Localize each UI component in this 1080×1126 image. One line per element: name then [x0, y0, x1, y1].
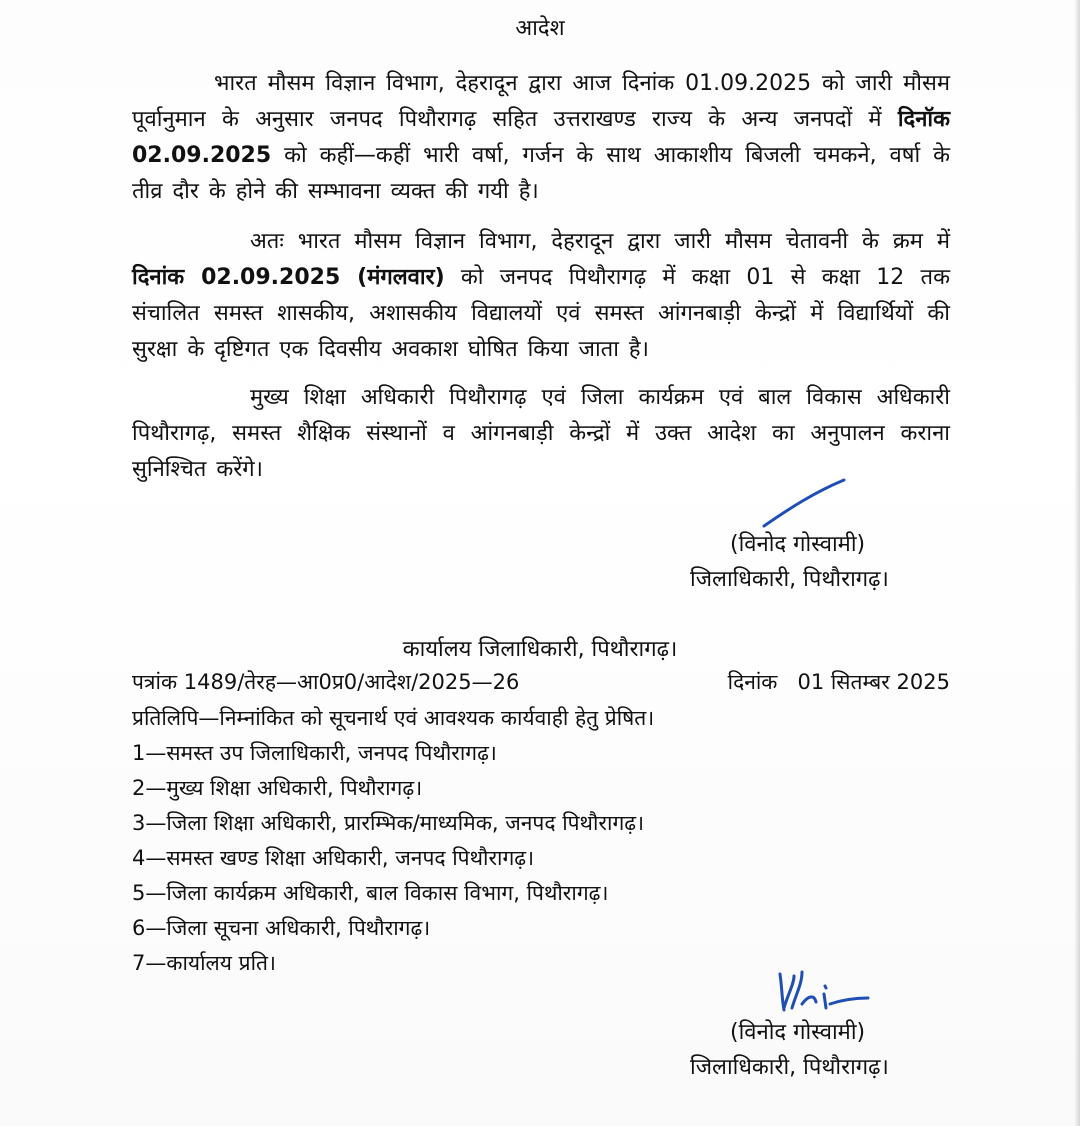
para2-text-start: अतः भारत मौसम विज्ञान विभाग, देहरादून द्वारा जारी मौसम चेतावनी के क्रम में	[250, 229, 950, 254]
order-title: आदेश	[515, 16, 565, 41]
letter-date	[728, 668, 950, 696]
para1-text-end: को कहीं—कहीं भारी वर्षा, गर्जन के साथ आकाशीय बिजली चमकने, वर्षा के तीव्र दौर के होने की सम्भावना व्यक्त की गयी है।	[132, 143, 950, 204]
para2-text-end: को जनपद पिथौरागढ़ में कक्षा 01 से कक्षा 12 तक संचालित समस्त शासकीय, अशासकीय विद्यालयों एवं समस्त आंगनबाड़ी केन्द्रों में विद्यार्थियों की सुरक्षा के दृष्टिगत एक दिवसीय अवकाश घोषित किया जाता है।	[132, 265, 950, 362]
reference-row	[132, 668, 950, 696]
para3-text: मुख्य शिक्षा अधिकारी पिथौरागढ़ एवं जिला कार्यक्रम एवं बाल विकास अधिकारी पिथौरागढ़, समस्त शैक्षिक संस्थानों व आंगनबाड़ी केन्द्रों में उक्त आदेश का अनुपालन कराना सुनिश्चित करेंगे।	[132, 385, 950, 482]
para2-bold-date: दिनांक 02.09.2025 (मंगलवार)	[132, 265, 445, 290]
list-item: 1—समस्त उप जिलाधिकारी, जनपद पिथौरागढ़।	[132, 741, 497, 765]
recipient-list	[132, 736, 644, 981]
list-item: 3—जिला शिक्षा अधिकारी, प्रारम्भिक/माध्यमिक, जनपद पिथौरागढ़।	[132, 811, 645, 835]
signature-1	[760, 474, 860, 534]
letter-number: पत्रांक 1489/तेरह—आ0प्र0/आदेश/2025—26	[132, 670, 520, 694]
order-paragraph-2	[132, 224, 950, 368]
order-signatory-name: (विनोद गोस्वामी)	[730, 532, 866, 557]
list-item: 2—मुख्य शिक्षा अधिकारी, पिथौरागढ़।	[132, 776, 423, 800]
list-item: 7—कार्यालय प्रति।	[132, 951, 276, 975]
copy-to-line: प्रतिलिपि—निम्नांकित को सूचनार्थ एवं आवश्यक कार्यवाही हेतु प्रेषित।	[132, 706, 655, 730]
office-signatory-name: (विनोद गोस्वामी)	[730, 1020, 866, 1045]
order-paragraph-3	[132, 380, 950, 488]
list-item: 6—जिला सूचना अधिकारी, पिथौरागढ़।	[132, 916, 431, 940]
para1-text-start: भारत मौसम विज्ञान विभाग, देहरादून द्वारा आज दिनांक 01.09.2025 को जारी मौसम पूर्वानुमान के अनुसार जनपद पिथौरागढ़ सहित उत्तराखण्ड राज्य के अन्य जनपदों में	[132, 71, 950, 132]
page-edge-shadow	[1074, 0, 1080, 1126]
office-signatory-designation: जिलाधिकारी, पिथौरागढ़।	[690, 1055, 889, 1080]
office-heading: कार्यालय जिलाधिकारी, पिथौरागढ़।	[402, 637, 678, 662]
order-paragraph-1	[132, 66, 950, 210]
date-label: दिनांक	[727, 670, 778, 694]
list-item: 4—समस्त खण्ड शिक्षा अधिकारी, जनपद पिथौरागढ़।	[132, 846, 535, 870]
list-item: 5—जिला कार्यक्रम अधिकारी, बाल विकास विभाग, पिथौरागढ़।	[132, 881, 609, 905]
para1-bold-date: दिनॉक 02.09.2025	[132, 107, 950, 168]
order-signatory-designation: जिलाधिकारी, पिथौरागढ़।	[690, 567, 889, 592]
date-value: 01 सितम्बर 2025	[797, 670, 950, 694]
